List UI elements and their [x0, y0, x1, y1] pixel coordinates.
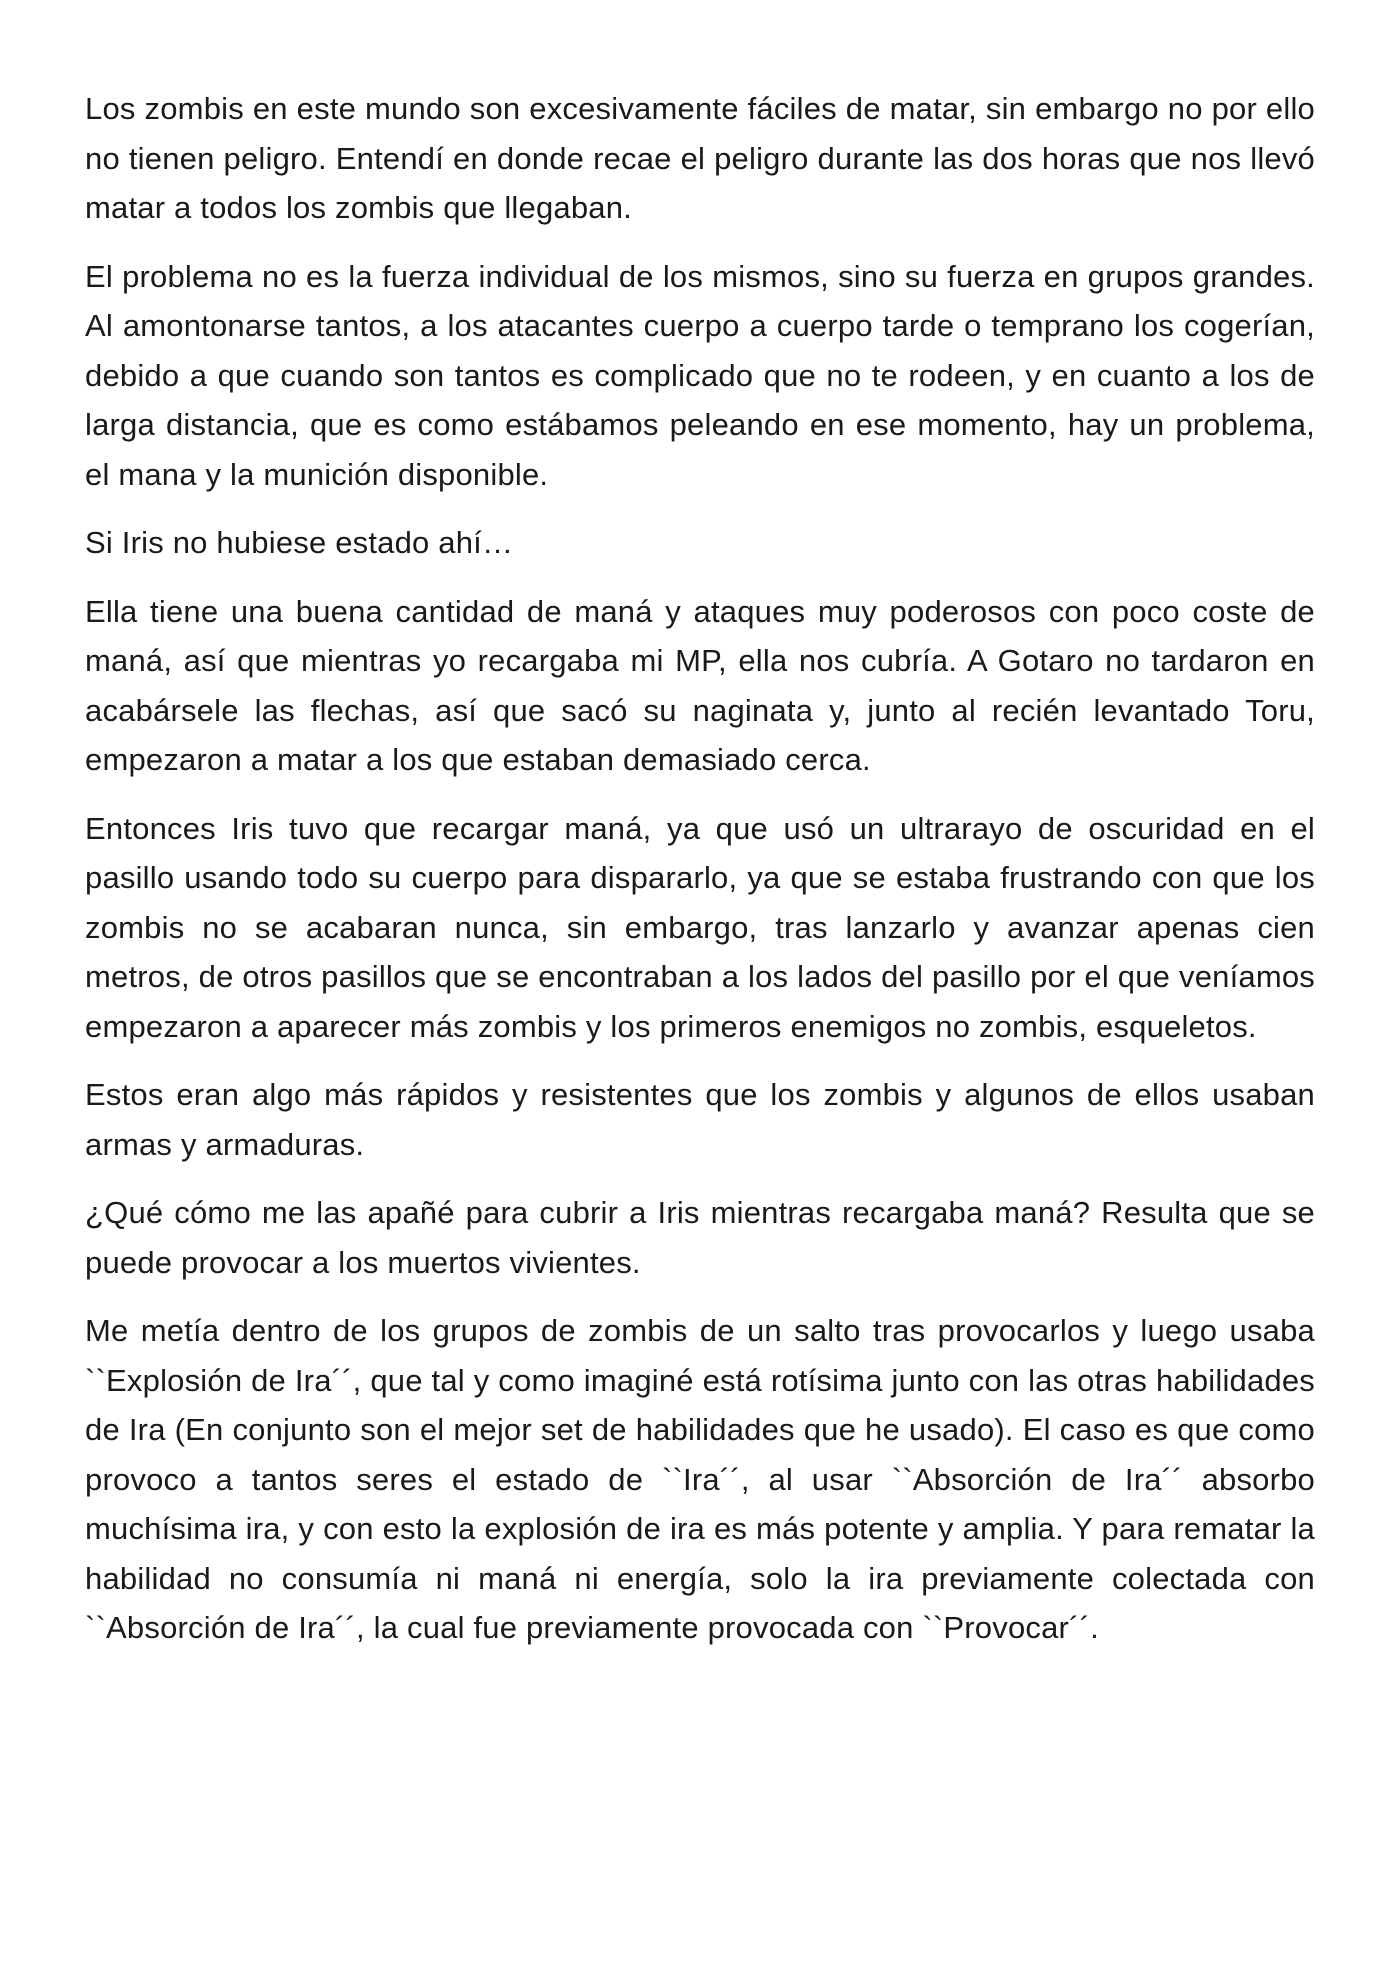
paragraph-8: Me metía dentro de los grupos de zombis de un salto tras provocarlos y luego usaba ``Explosión de Ira´´, que tal y como imaginé está rotísima junto con las otras habilidades de Ira (En conjunto son el mejor set de habilidades que he usado). El caso es que como provoco a tantos seres el estado de ``Ira´´, al usar ``Absorción de Ira´´ absorbo muchísima ira, y con esto la explosión de ira es más potente y amplia. Y para rematar la habilidad no consumía ni maná ni energía, solo la ira previamente colectada con ``Absorción de Ira´´, la cual fue previamente provocada con ``Provocar´´.	[85, 1313, 1315, 1645]
paragraph-7: ¿Qué cómo me las apañé para cubrir a Iris mientras recargaba maná? Resulta que se puede provocar a los muertos vivientes.	[85, 1195, 1315, 1280]
document-page	[85, 84, 1315, 1672]
paragraph-5: Entonces Iris tuvo que recargar maná, ya que usó un ultrarayo de oscuridad en el pasillo usando todo su cuerpo para dispararlo, ya que se estaba frustrando con que los zombis no se acabaran nunca, sin embargo, tras lanzarlo y avanzar apenas cien metros, de otros pasillos que se encontraban a los lados del pasillo por el que veníamos empezaron a aparecer más zombis y los primeros enemigos no zombis, esqueletos.	[85, 810, 1315, 1044]
paragraph-3: Si Iris no hubiese estado ahí…	[85, 525, 514, 560]
paragraph-4: Ella tiene una buena cantidad de maná y ataques muy poderosos con poco coste de maná, así que mientras yo recargaba mi MP, ella nos cubría. A Gotaro no tardaron en acabársele las flechas, así que sacó su naginata y, junto al recién levantado Toru, empezaron a matar a los que estaban demasiado cerca.	[85, 593, 1315, 777]
paragraph-2: El problema no es la fuerza individual de los mismos, sino su fuerza en grupos grandes. Al amontonarse tantos, a los atacantes cuerpo a cuerpo tarde o temprano los cogerían, debido a que cuando son tantos es complicado que no te rodeen, y en cuanto a los de larga distancia, que es como estábamos peleando en ese momento, hay un problema, el mana y la munición disponible.	[85, 258, 1315, 492]
paragraph-1: Los zombis en este mundo son excesivamente fáciles de matar, sin embargo no por ello no tienen peligro. Entendí en donde recae el peligro durante las dos horas que nos llevó matar a todos los zombis que llegaban.	[85, 91, 1315, 225]
paragraph-6: Estos eran algo más rápidos y resistentes que los zombis y algunos de ellos usaban armas y armaduras.	[85, 1077, 1315, 1162]
